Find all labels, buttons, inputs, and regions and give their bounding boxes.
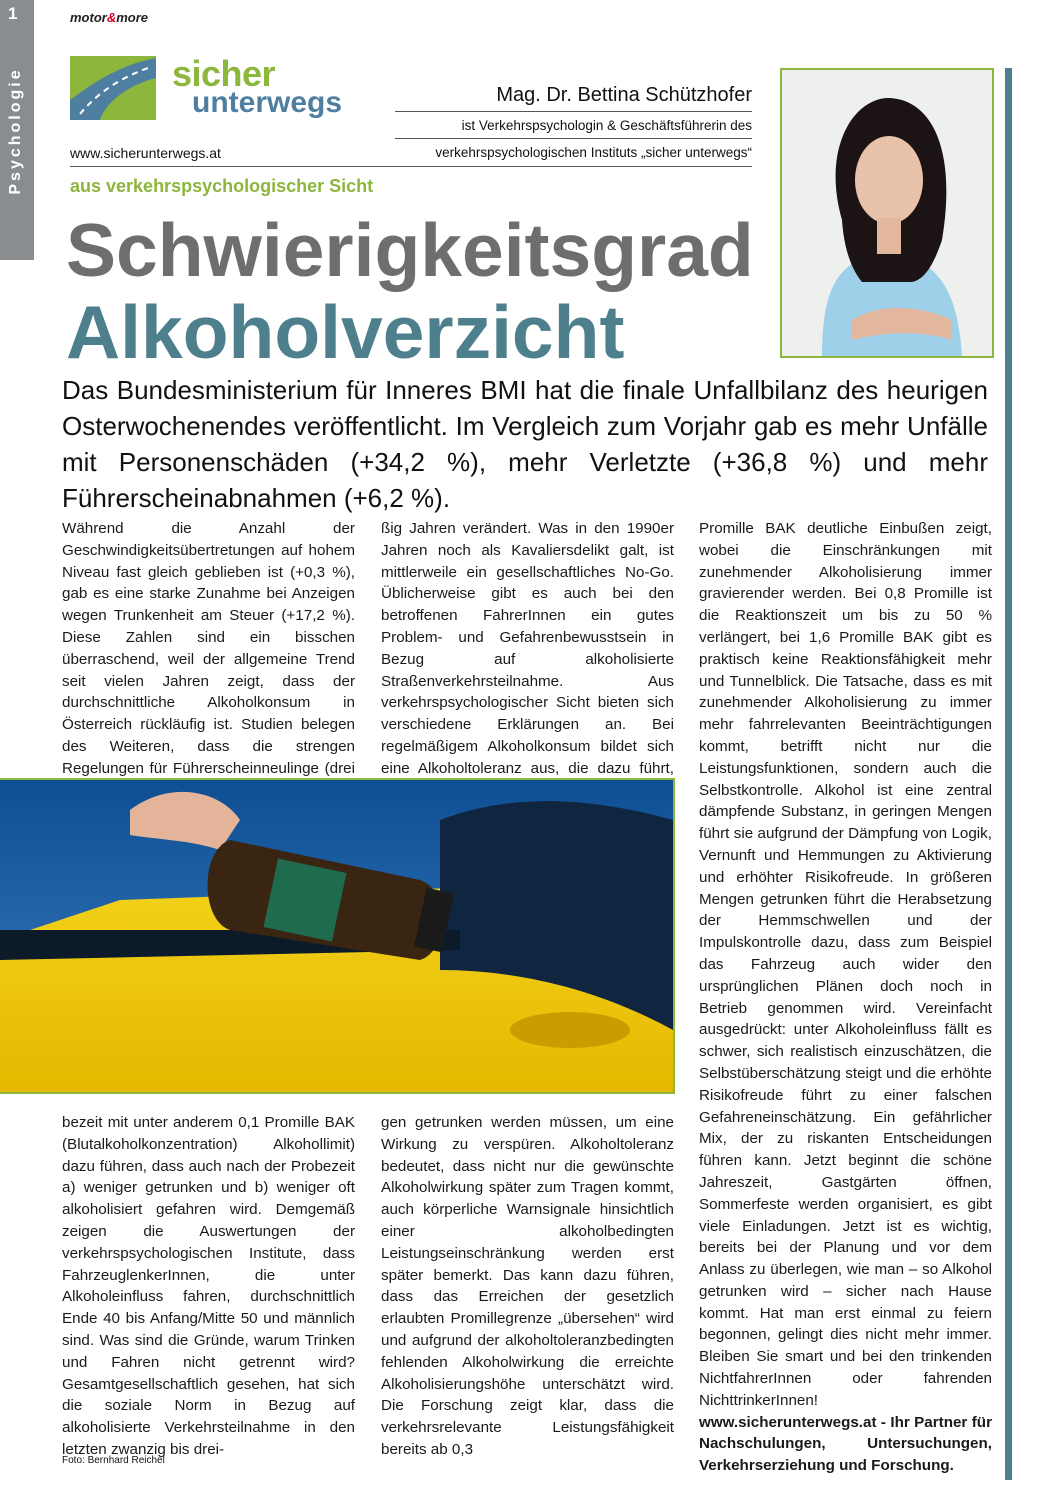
column-2-top: ßig Jahren verändert. Was in den 1990er Jahren noch als Kavaliersdelikt galt, ist mittlerweile ein gesellschaftliches No-Go. Üblicherweise gibt es auch bei den betroffenen FahrerInnen ein gutes Problem- und Gefahrenbewusstsein in Bezug auf alkoholisierte Straßenverkehrsteilnahme. Aus verkehrspsychologischer Sicht bieten sich verschiedene Erklärungen an. Bei regelmäßigem Alkoholkonsum bildet sich eine Alkoholtoleranz aus, die dazu führt, <box>381 520 674 777</box>
author-name: Mag. Dr. Bettina Schützhofer <box>496 84 752 106</box>
website-link[interactable]: www.sicherunterwegs.at <box>70 145 221 161</box>
column-1-top: Während die Anzahl der Geschwindigkeitsübertretungen auf hohem Niveau fast gleich geblieben ist (+0,3 %), gab es eine starke Zunahme bei Anzeigen wegen Trunkenheit am Steuer (+17,2 %). Diese Zahlen sind ein bisschen überraschend, weil der allgemeine Trend seit vielen Jahren zeigt, dass der durchschnittliche Alkoholkonsum in Österreich rückläufig ist. Studien belegen des Weiteren, dass die strengen Regelungen für Führerscheinneulinge (drei <box>62 520 355 777</box>
logo-text-sicher: sicher <box>172 53 276 94</box>
column-2-bottom: gen getrunken werden müssen, um eine Wirkung zu verspüren. Alkoholtoleranz bedeutet, dass nicht nur die gewünschte Alkoholwirkung später zum Tragen kommt, auch körperliche Warnsignale hinsichtlich einer alkoholbedingten Leistungseinschränkung werden erst später bemerkt. Das kann dazu führen, dass das Erreichen der gesetzlich erlaubten Promillegrenze „übersehen“ wird und aufgrund der alkoholtoleranzbedingten fehlenden Alkoholwirkung die erreichte Alkoholisierungshöhe unterschätzt wird. Die Forschung zeigt klar, dass die verkehrsrelevante Leistungsfähigkeit bereits ab 0,3 <box>381 1114 674 1458</box>
brand-part2: more <box>116 10 149 25</box>
brand-part1: motor <box>70 10 107 25</box>
divider <box>395 138 752 139</box>
divider <box>395 111 752 112</box>
column-3 <box>699 518 992 1477</box>
magazine-logo <box>70 10 148 25</box>
author-institute: verkehrspsychologischen Instituts „sicher unterwegs“ <box>435 145 752 160</box>
road-logo-icon <box>70 56 156 120</box>
title-line-1: Schwierigkeitsgrad <box>66 208 754 292</box>
page-number: 1 <box>8 4 18 23</box>
subheading: aus verkehrspsychologischer Sicht <box>70 176 374 196</box>
column-3-text: Promille BAK deutliche Einbußen zeigt, wobei die Einschränkungen mit zunehmender Alkoholisierung immer gravierender werden. Bei 0,8 Promille ist die Reaktionszeit um bis zu 50 % verlängert, bei 1,6 Promille BAK gibt es praktisch keine Reaktionsfähigkeit mehr und Tunnelblick. Die Tatsache, dass es mit zunehmender Alkoholisierung zu immer mehr fahrrelevanten Beeinträchtigungen kommt, betrifft nicht nur die Leistungsfunktionen, sondern auch die Selbstkontrolle. Alkohol ist eine zentral dämpfende Substanz, in geringen Mengen führt sie aufgrund der Dämpfung von Logik, Vernunft und Hemmungen zu Aktivierung und erhöhter Risikofreude. In größeren Mengen getrunken führt die Herabsetzung der Hemmschwellen und der Impulskontrolle dazu, dass zum Beispiel das Fahrzeug auch wider den ursprünglichen Plänen doch noch in Betrieb genommen wird. Vereinfacht ausgedrückt: unter Alkoholeinfluss fällt es schwer, sich realistisch einzuschätzen, die Selbstüberschätzung steigt und die erhöhte Risikofreude führt zu einer falschen Gefahreneinschätzung. Ein gefährlicher Mix, der zu riskanten Entscheidungen führen kann. Jetzt beginnt die schöne Jahreszeit, Gastgärten öffnen, Sommerfeste werden organisiert, es gibt viele Einladungen. Jetzt ist es wichtig, bereits bei der Planung und vor dem Anlass zu überlegen, wie man – so Alkohol getrunken wird – sicher nach Hause kommt. Hat man erst einmal zu feiern begonnen, gelingt dies nicht mehr immer. Bleiben Sie smart und bei den trinkenden NichtfahrerInnen oder fahrenden NichttrinkerInnen! <box>699 520 992 1409</box>
section-label: Psychologie <box>7 67 24 195</box>
article-photo <box>0 778 675 1094</box>
photo-credit: Foto: Bernhard Reichel <box>62 1455 165 1466</box>
author-portrait <box>780 68 994 358</box>
lead-paragraph: Das Bundesministerium für Inneres BMI hat die finale Unfallbilanz des heurigen Osterwochenendes veröffentlicht. Im Vergleich zum Vorjahr gab es mehr Unfälle mit Personenschäden (+34,2 %), mehr Verletzte (+36,8 %) und mehr Führerscheinabnahmen (+6,2 %). <box>62 375 988 513</box>
column-1-bottom: bezeit mit unter anderem 0,1 Promille BAK (Blutalkoholkonzentration) Alkohollimit) dazu führen, dass auch nach der Probezeit a) weniger getrunken und b) weniger oft alkoholisiert gefahren wird. Demgemäß zeigen die Auswertungen der verkehrspsychologischen Institute, dass FahrzeuglenkerInnen, die unter Alkoholeinfluss fahren, durchschnittlich Ende 40 bis Anfang/Mitte 50 und männlich sind. Was sind die Gründe, warum Trinken und Fahren nicht getrennt wird? Gesamtgesellschaftlich gesehen, hat sich die soziale Norm in Bezug auf alkoholisierte Verkehrsteilnahme in den letzten zwanzig bis drei- <box>62 1114 355 1458</box>
right-accent-bar <box>1005 68 1012 1480</box>
divider <box>70 166 752 167</box>
title-line-2: Alkoholverzicht <box>66 290 625 374</box>
brand-amp: & <box>106 10 117 25</box>
author-role: ist Verkehrspsychologin & Geschäftsführerin des <box>461 118 752 133</box>
logo-text-unterwegs: unterwegs <box>192 86 343 119</box>
column-3-closing: www.sicherunterwegs.at - Ihr Partner für Nachschulungen, Untersuchungen, Verkehrserziehung und Forschung. <box>699 1413 992 1475</box>
